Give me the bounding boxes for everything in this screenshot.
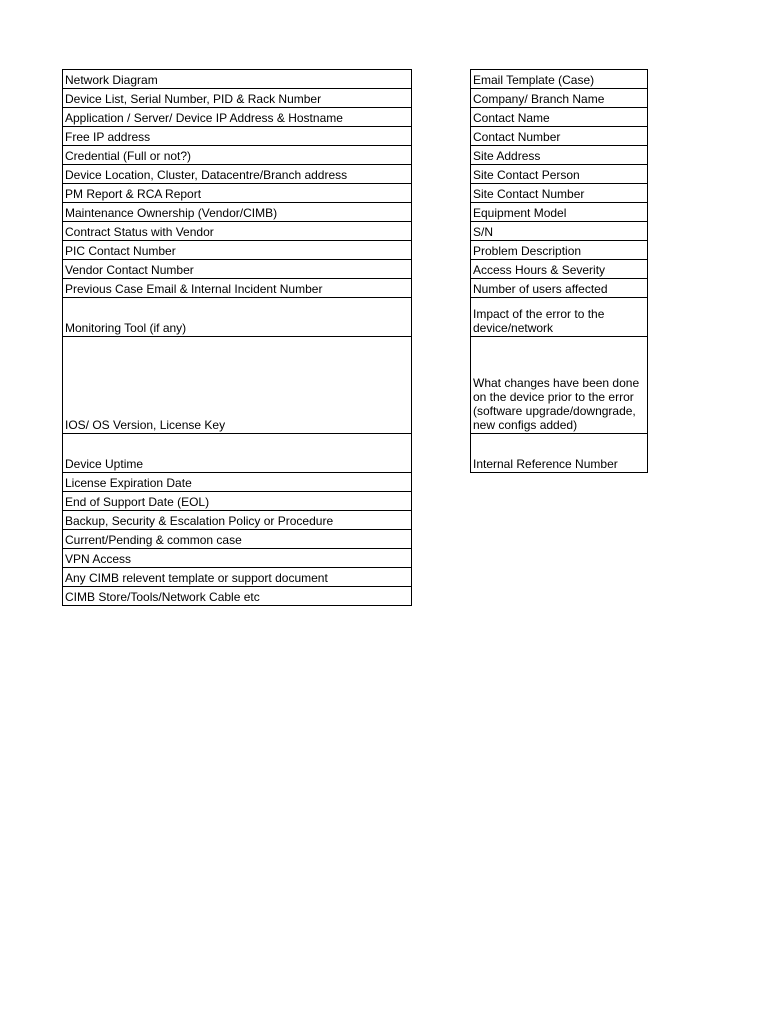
table-cell: PM Report & RCA Report [63,184,412,203]
table-row [471,146,648,165]
table-cell: Email Template (Case) [471,70,648,89]
table-row [63,89,412,108]
table-row [63,203,412,222]
table-row [471,241,648,260]
table-row [63,260,412,279]
table-row [471,337,648,434]
table-cell: Site Address [471,146,648,165]
table-row [63,184,412,203]
table-cell: Contact Name [471,108,648,127]
table-row [63,222,412,241]
table-row [63,568,412,587]
table-cell: PIC Contact Number [63,241,412,260]
table-cell: Monitoring Tool (if any) [63,298,412,337]
table-cell: Vendor Contact Number [63,260,412,279]
requirements-table [62,69,412,606]
table-row [63,165,412,184]
table-row [471,184,648,203]
table-row [63,492,412,511]
table-cell: Network Diagram [63,70,412,89]
table-row [471,279,648,298]
table-row [63,108,412,127]
table-cell: End of Support Date (EOL) [63,492,412,511]
table-row [471,298,648,337]
table-row [63,549,412,568]
table-cell: Access Hours & Severity [471,260,648,279]
table-cell: Backup, Security & Escalation Policy or Procedure [63,511,412,530]
table-cell: Number of users affected [471,279,648,298]
email-template-table [470,69,648,473]
table-row [63,511,412,530]
table-row [471,203,648,222]
table-cell: Device List, Serial Number, PID & Rack Number [63,89,412,108]
table-cell: Problem Description [471,241,648,260]
table-cell: Site Contact Person [471,165,648,184]
table-cell: IOS/ OS Version, License Key [63,337,412,434]
table-cell: Any CIMB relevent template or support document [63,568,412,587]
table-row [63,337,412,434]
table-cell: Contact Number [471,127,648,146]
table-cell: License Expiration Date [63,473,412,492]
table-row [63,530,412,549]
table-cell: CIMB Store/Tools/Network Cable etc [63,587,412,606]
table-row [471,127,648,146]
table-cell: S/N [471,222,648,241]
table-cell: Device Uptime [63,434,412,473]
table-cell: Company/ Branch Name [471,89,648,108]
table-cell: Maintenance Ownership (Vendor/CIMB) [63,203,412,222]
table-cell: Current/Pending & common case [63,530,412,549]
table-cell: Previous Case Email & Internal Incident Number [63,279,412,298]
table-row [471,165,648,184]
table-cell: What changes have been done on the device prior to the error (software upgrade/downgrade, new configs added) [471,337,648,434]
table-row [63,127,412,146]
table-cell: Contract Status with Vendor [63,222,412,241]
table-cell: Internal Reference Number [471,434,648,473]
table-row [471,89,648,108]
table-row [471,260,648,279]
table-row [63,298,412,337]
table-row [63,473,412,492]
table-cell: Free IP address [63,127,412,146]
table-row [471,222,648,241]
table-row [63,279,412,298]
table-row [63,434,412,473]
table-row [63,70,412,89]
table-cell: Site Contact Number [471,184,648,203]
table-row [471,70,648,89]
table-cell: Credential (Full or not?) [63,146,412,165]
table-row [471,108,648,127]
table-row [471,434,648,473]
table-cell: Impact of the error to the device/network [471,298,648,337]
table-cell: Device Location, Cluster, Datacentre/Branch address [63,165,412,184]
table-row [63,241,412,260]
table-cell: Application / Server/ Device IP Address & Hostname [63,108,412,127]
table-row [63,587,412,606]
table-cell: VPN Access [63,549,412,568]
table-cell: Equipment Model [471,203,648,222]
table-row [63,146,412,165]
